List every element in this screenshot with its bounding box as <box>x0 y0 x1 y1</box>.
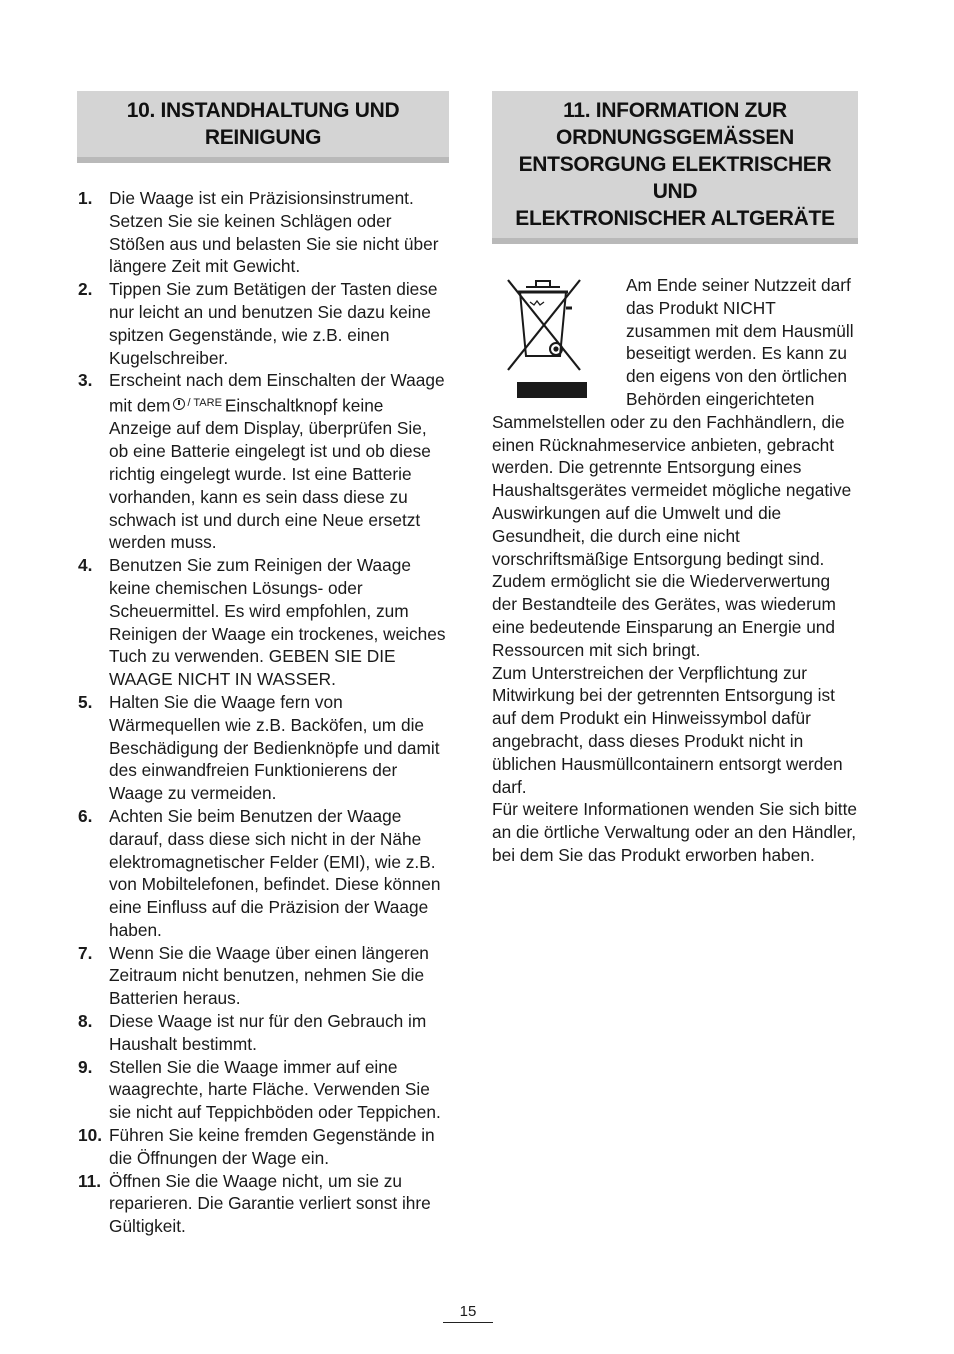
item-text: Halten Sie die Waage fern von Wärmequellen wie z.B. Backöfen, um die Beschädigung der Bedienknöpfe und damit des einwandfreien Funktionierens der Waage zu vermeiden. <box>109 691 440 804</box>
list-item <box>77 187 449 278</box>
item-number: 4. <box>78 555 93 576</box>
disposal-heading <box>492 91 858 244</box>
list-item <box>77 369 449 554</box>
item-text-with-symbol <box>109 369 449 554</box>
maintenance-list <box>77 187 449 1238</box>
list-item <box>77 691 449 805</box>
item-number: 5. <box>78 691 93 712</box>
list-item <box>77 1170 449 1238</box>
disposal-paragraph: Zum Unterstreichen der Verpflichtung zur Mitwirkung bei der getrennten Entsorgung ist auf dem Produkt ein Hinweissymbol dafür angebracht, dass dieses Produkt nicht in üblichen Hausmüllcontainern entsorgt werden darf. <box>492 662 843 797</box>
list-item <box>77 805 449 942</box>
item-text: Benutzen Sie zum Reinigen der Waage keine chemischen Lösungs- oder Scheuermittel. Es wird empfohlen, zum Reinigen der Waage ein trockenes, weiches Tuch zu verwenden. GEBEN SIE DIE WAAGE NICHT IN WASSER. <box>109 555 446 690</box>
heading-line: 10. INSTANDHALTUNG UND <box>126 99 400 122</box>
maintenance-section <box>77 91 449 1238</box>
heading-line: 11. INFORMATION ZUR <box>563 99 787 122</box>
item-number: 1. <box>78 188 93 208</box>
item-text: Die Waage ist ein Präzisionsinstrument. Setzen Sie sie keinen Schlägen oder Stößen aus und belasten Sie sie nicht über längere Zeit mit Gewicht. <box>109 188 439 277</box>
item-text-part: Einschaltknopf keine Anzeige auf dem Display, überprüfen Sie, ob eine Batterie eingelegt ist und ob diese richtig eingelegt wurde. Ist eine Batterie vorhanden, kann es sein dass diese zu schwach ist und durch eine Neue ersetzt werden muss. <box>109 395 431 553</box>
item-number: 11. <box>78 1170 102 1191</box>
item-text: Stellen Sie die Waage immer auf eine waagrechte, harte Fläche. Verwenden Sie sie nicht auf Teppichböden oder Teppichen. <box>109 1056 441 1123</box>
item-number: 10. <box>78 1125 103 1146</box>
list-item <box>77 1124 449 1170</box>
list-item <box>77 554 449 691</box>
tare-label: / TARE <box>187 397 222 410</box>
heading-line: REINIGUNG <box>204 126 322 149</box>
page-number: 15 <box>443 1303 493 1323</box>
item-number: 6. <box>78 805 93 826</box>
item-text: Wenn Sie die Waage über einen längeren Zeitraum nicht benutzen, nehmen Sie die Batterien heraus. <box>109 942 429 1009</box>
item-text: Achten Sie beim Benutzen der Waage darauf, dass diese sich nicht in der Nähe elektromagnetischer Felder (EMI), wie z.B. von Mobiltelefonen, befindet. Diese können eine Einfluss auf die Präzision der Waage haben. <box>109 805 441 940</box>
list-item <box>77 942 449 1010</box>
item-text: Führen Sie keine fremden Gegenstände in die Öffnungen der Wage ein. <box>109 1125 435 1168</box>
crossed-out-wheelie-bin-icon <box>500 274 610 404</box>
item-number: 2. <box>78 279 93 300</box>
item-text: Tippen Sie zum Betätigen der Tasten diese nur leicht an und benutzen Sie dazu keine spitzen Gegenstände, wie z.B. einen Kugelschreiber. <box>109 279 438 368</box>
item-number: 7. <box>78 942 93 963</box>
maintenance-heading <box>77 91 449 163</box>
disposal-text-block <box>492 274 858 867</box>
item-text: Öffnen Sie die Waage nicht, um sie zu reparieren. Die Garantie verliert sonst ihre Gültigkeit. <box>109 1170 431 1237</box>
heading-line: ORDNUNGSGEMÄSSEN <box>556 126 794 149</box>
item-number: 9. <box>78 1056 93 1077</box>
power-icon <box>173 398 185 410</box>
power-tare-symbol <box>173 392 221 415</box>
item-number: 8. <box>78 1011 93 1032</box>
item-text-part: Erscheint nach dem Einschalten der Waage mit dem <box>109 370 445 416</box>
heading-line: ENTSORGUNG ELEKTRISCHER UND <box>518 153 832 203</box>
item-text: Diese Waage ist nur für den Gebrauch im Haushalt bestimmt. <box>109 1011 427 1054</box>
list-item <box>77 278 449 369</box>
disposal-section <box>492 91 858 867</box>
list-item <box>77 1056 449 1124</box>
list-item <box>77 1010 449 1056</box>
disposal-paragraph: Am Ende seiner Nutzzeit darf das Produkt NICHT zusammen mit dem Hausmüll beseitigt werden. Es kann zu den eigens von den örtlichen Behörden eingerichteten Sammelstellen oder zu den Fachhändlern, die einen Rücknahmeservice anbieten, gebracht werden. Die getrennte Entsorgung eines Haushaltsgerätes vermeidet mögliche negative Auswirkungen auf die Umwelt und die Gesundheit, die durch eine nicht vorschriftsmäßige Entsorgung bedingt sind. Zudem ermöglicht sie die Wiederverwertung der Bestandteile des Gerätes, was wiederum eine bedeutende Einsparung an Energie und Ressourcen mit sich bringt. <box>492 275 854 660</box>
item-number: 3. <box>78 370 93 391</box>
heading-line: ELEKTRONISCHER ALTGERÄTE <box>515 207 835 230</box>
disposal-paragraph: Für weitere Informationen wenden Sie sich bitte an die örtliche Verwaltung oder an den Händler, bei dem Sie das Produkt erworben haben. <box>492 799 858 865</box>
